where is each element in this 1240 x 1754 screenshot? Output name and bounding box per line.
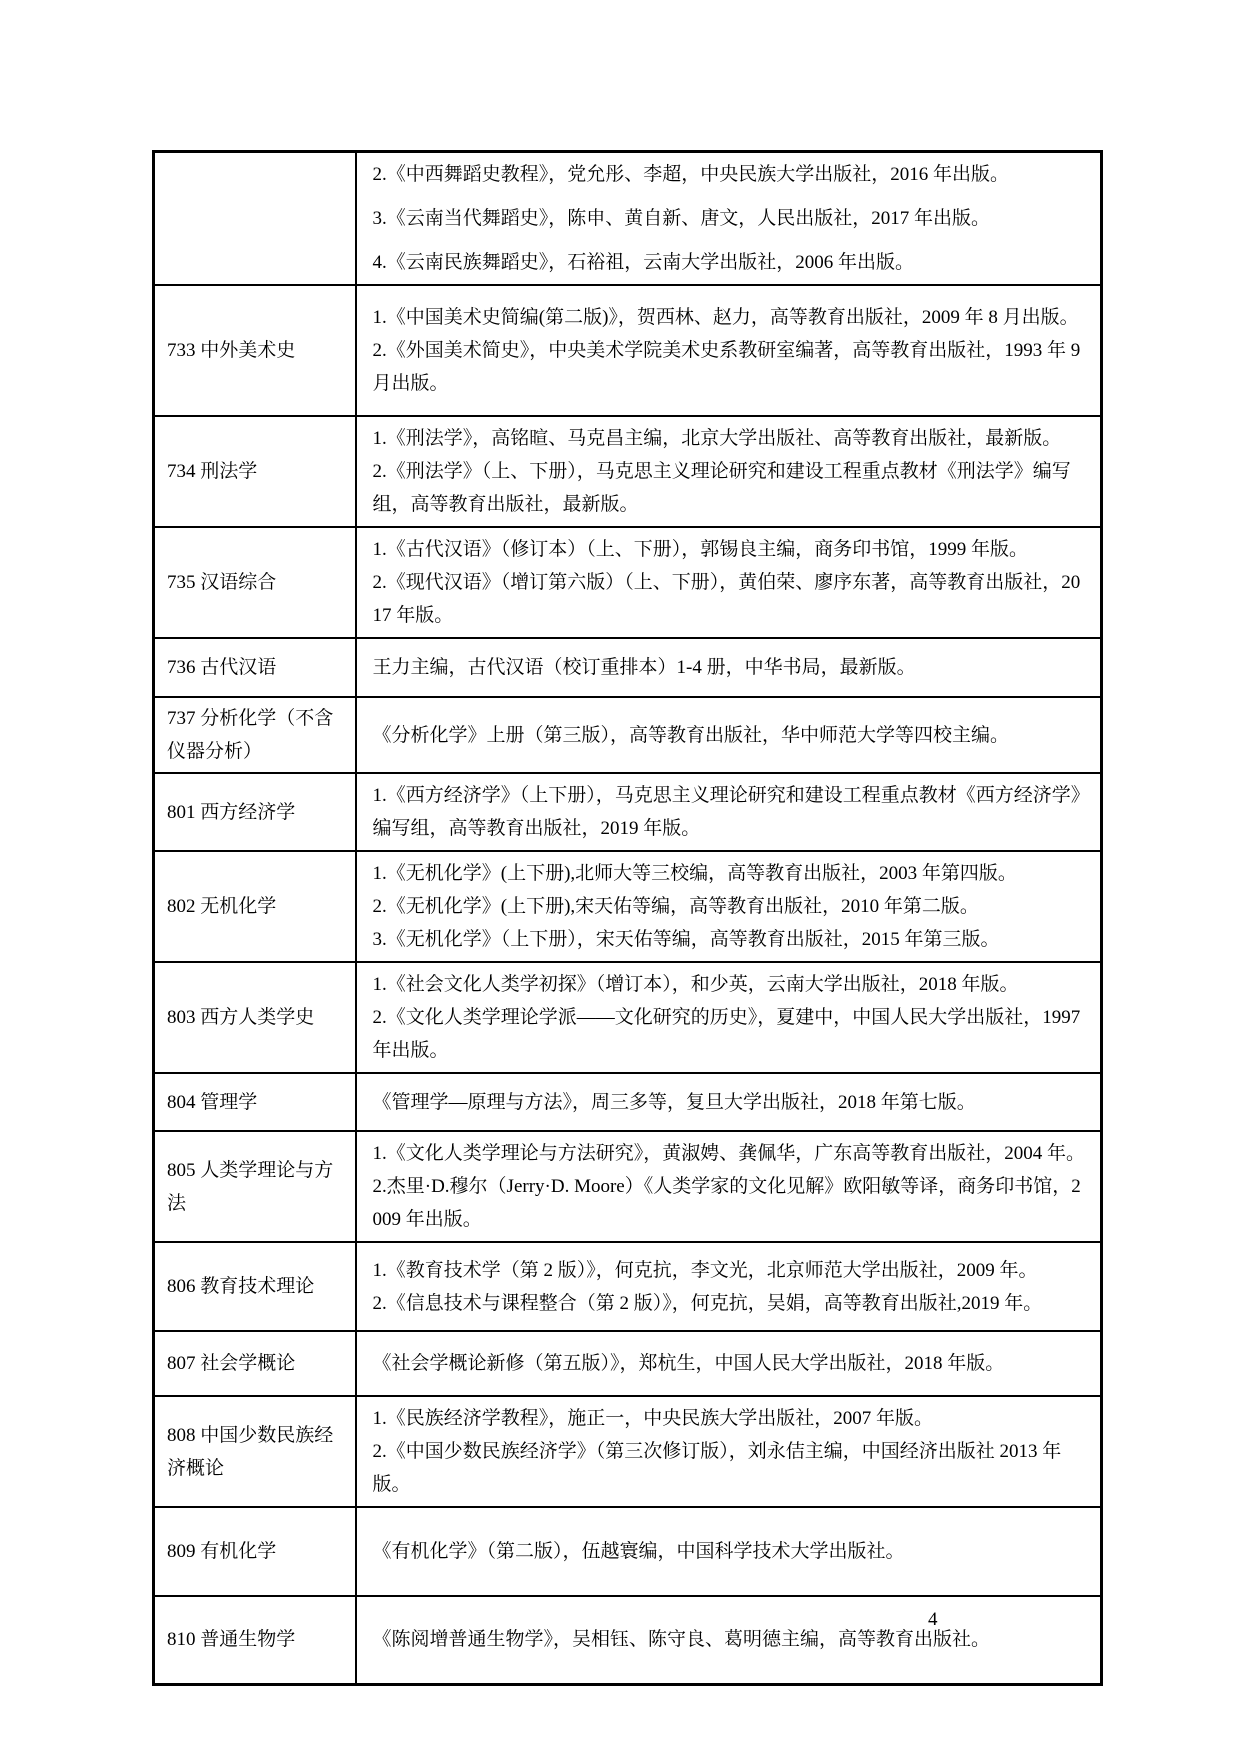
reference-item: 1.《古代汉语》（修订本）（上、下册），郭锡良主编，商务印书馆，1999 年版。 (372, 539, 1029, 560)
table-row (154, 638, 1102, 697)
subject-cell: 808 中国少数民族经济概论 (154, 1396, 356, 1507)
table-row (154, 697, 1102, 773)
reference-item: 2.《中国少数民族经济学》（第三次修订版），刘永佶主编，中国经济出版社 2013 年版。 (372, 1441, 1062, 1495)
table-row (154, 773, 1102, 851)
references-cell (356, 1396, 1102, 1507)
subject-cell: 736 古代汉语 (154, 638, 356, 697)
table-row (154, 527, 1102, 638)
reference-item: 2.《刑法学》（上、下册），马克思主义理论研究和建设工程重点教材《刑法学》编写组，高等教育出版社，最新版。 (372, 461, 1071, 515)
subject-cell: 804 管理学 (154, 1073, 356, 1131)
reference-item: 1.《西方经济学》（上下册），马克思主义理论研究和建设工程重点教材《西方经济学》编写组，高等教育出版社，2019 年版。 (372, 785, 1081, 839)
table-row (154, 1331, 1102, 1396)
reference-item: 2.《外国美术简史》，中央美术学院美术史系教研室编著，高等教育出版社，1993 年 9 月出版。 (372, 340, 1081, 394)
table-row (154, 1242, 1102, 1331)
reference-item: 王力主编，古代汉语（校订重排本）1-4 册，中华书局，最新版。 (372, 657, 916, 678)
references-cell (356, 1507, 1102, 1596)
reference-item: 2.《信息技术与课程整合（第 2 版）》，何克抗，吴娟，高等教育出版社,2019 年。 (372, 1292, 1043, 1314)
table-row (154, 416, 1102, 527)
reference-item: 1.《中国美术史简编(第二版)》，贺西林、赵力，高等教育出版社，2009 年 8 月出版。 (372, 307, 1079, 328)
references-cell (356, 851, 1102, 962)
table-row (154, 1131, 1102, 1242)
table-row (154, 1596, 1102, 1684)
subject-cell: 809 有机化学 (154, 1507, 356, 1596)
reference-item: 1.《民族经济学教程》，施正一，中央民族大学出版社，2007 年版。 (372, 1408, 934, 1429)
subject-cell: 737 分析化学（不含仪器分析） (154, 697, 356, 773)
reference-item: 1.《刑法学》，高铭暄、马克昌主编，北京大学出版社、高等教育出版社，最新版。 (372, 428, 1062, 449)
subject-cell: 810 普通生物学 (154, 1596, 356, 1684)
reference-item: 《分析化学》上册（第三版），高等教育出版社，华中师范大学等四校主编。 (372, 724, 1010, 746)
reference-item: 《陈阅增普通生物学》，吴相钰、陈守良、葛明德主编，高等教育出版社。 (372, 1629, 991, 1651)
reference-item: 3.《云南当代舞蹈史》，陈申、黄自新、唐文，人民出版社，2017 年出版。 (372, 208, 991, 229)
reference-item: 《管理学—原理与方法》，周三多等，复旦大学出版社，2018 年第七版。 (372, 1091, 976, 1113)
subject-cell: 802 无机化学 (154, 851, 356, 962)
subject-cell: 734 刑法学 (154, 416, 356, 527)
reference-item: 2.《无机化学》(上下册),宋天佑等编，高等教育出版社，2010 年第二版。 (372, 896, 979, 917)
reference-table (152, 150, 1103, 1686)
reference-item: 1.《教育技术学（第 2 版）》，何克抗，李文光，北京师范大学出版社，2009 年。 (372, 1259, 1038, 1281)
page-number: 4 (928, 1609, 938, 1630)
reference-item: 《社会学概论新修（第五版）》，郑杭生，中国人民大学出版社，2018 年版。 (372, 1353, 1005, 1374)
subject-cell: 805 人类学理论与方法 (154, 1131, 356, 1242)
table-row (154, 285, 1102, 416)
table-row (154, 851, 1102, 962)
references-cell (356, 285, 1102, 416)
reference-item: 2.《文化人类学理论学派——文化研究的历史》，夏建中，中国人民大学出版社，1997 年出版。 (372, 1007, 1081, 1061)
reference-item: 2.《现代汉语》（增订第六版）（上、下册），黄伯荣、廖序东著，高等教育出版社，2017 年版。 (372, 572, 1081, 626)
references-cell (356, 1596, 1102, 1684)
references-cell (356, 1331, 1102, 1396)
table-row (154, 1507, 1102, 1596)
subject-cell (154, 152, 356, 286)
table-row (154, 1396, 1102, 1507)
reference-item: 1.《文化人类学理论与方法研究》，黄淑娉、龚佩华，广东高等教育出版社，2004 年。 (372, 1143, 1086, 1164)
reference-item: 2.杰里·D.穆尔（Jerry·D. Moore）《人类学家的文化见解》欧阳敏等译，商务印书馆，2009 年出版。 (372, 1176, 1081, 1230)
table-row (154, 152, 1102, 286)
references-cell (356, 1131, 1102, 1242)
reference-item: 1.《社会文化人类学初探》（增订本），和少英，云南大学出版社，2018 年版。 (372, 974, 1019, 995)
references-cell (356, 416, 1102, 527)
subject-cell: 735 汉语综合 (154, 527, 356, 638)
reference-item: 2.《中西舞蹈史教程》，党允彤、李超，中央民族大学出版社，2016 年出版。 (372, 164, 1010, 185)
subject-cell: 807 社会学概论 (154, 1331, 356, 1396)
references-cell (356, 638, 1102, 697)
references-cell (356, 962, 1102, 1073)
references-cell (356, 773, 1102, 851)
reference-item: 1.《无机化学》(上下册),北师大等三校编，高等教育出版社，2003 年第四版。 (372, 863, 1017, 884)
reference-item: 《有机化学》（第二版），伍越寰编，中国科学技术大学出版社。 (372, 1541, 905, 1562)
subject-cell: 801 西方经济学 (154, 773, 356, 851)
references-cell (356, 152, 1102, 286)
subject-cell: 806 教育技术理论 (154, 1242, 356, 1331)
references-cell (356, 697, 1102, 773)
reference-item: 3.《无机化学》（上下册），宋天佑等编，高等教育出版社，2015 年第三版。 (372, 929, 1000, 950)
references-cell (356, 1242, 1102, 1331)
subject-cell: 803 西方人类学史 (154, 962, 356, 1073)
references-cell (356, 527, 1102, 638)
reference-item: 4.《云南民族舞蹈史》，石裕祖，云南大学出版社，2006 年出版。 (372, 252, 915, 273)
subject-cell: 733 中外美术史 (154, 285, 356, 416)
table-row (154, 962, 1102, 1073)
table-row (154, 1073, 1102, 1131)
references-cell (356, 1073, 1102, 1131)
